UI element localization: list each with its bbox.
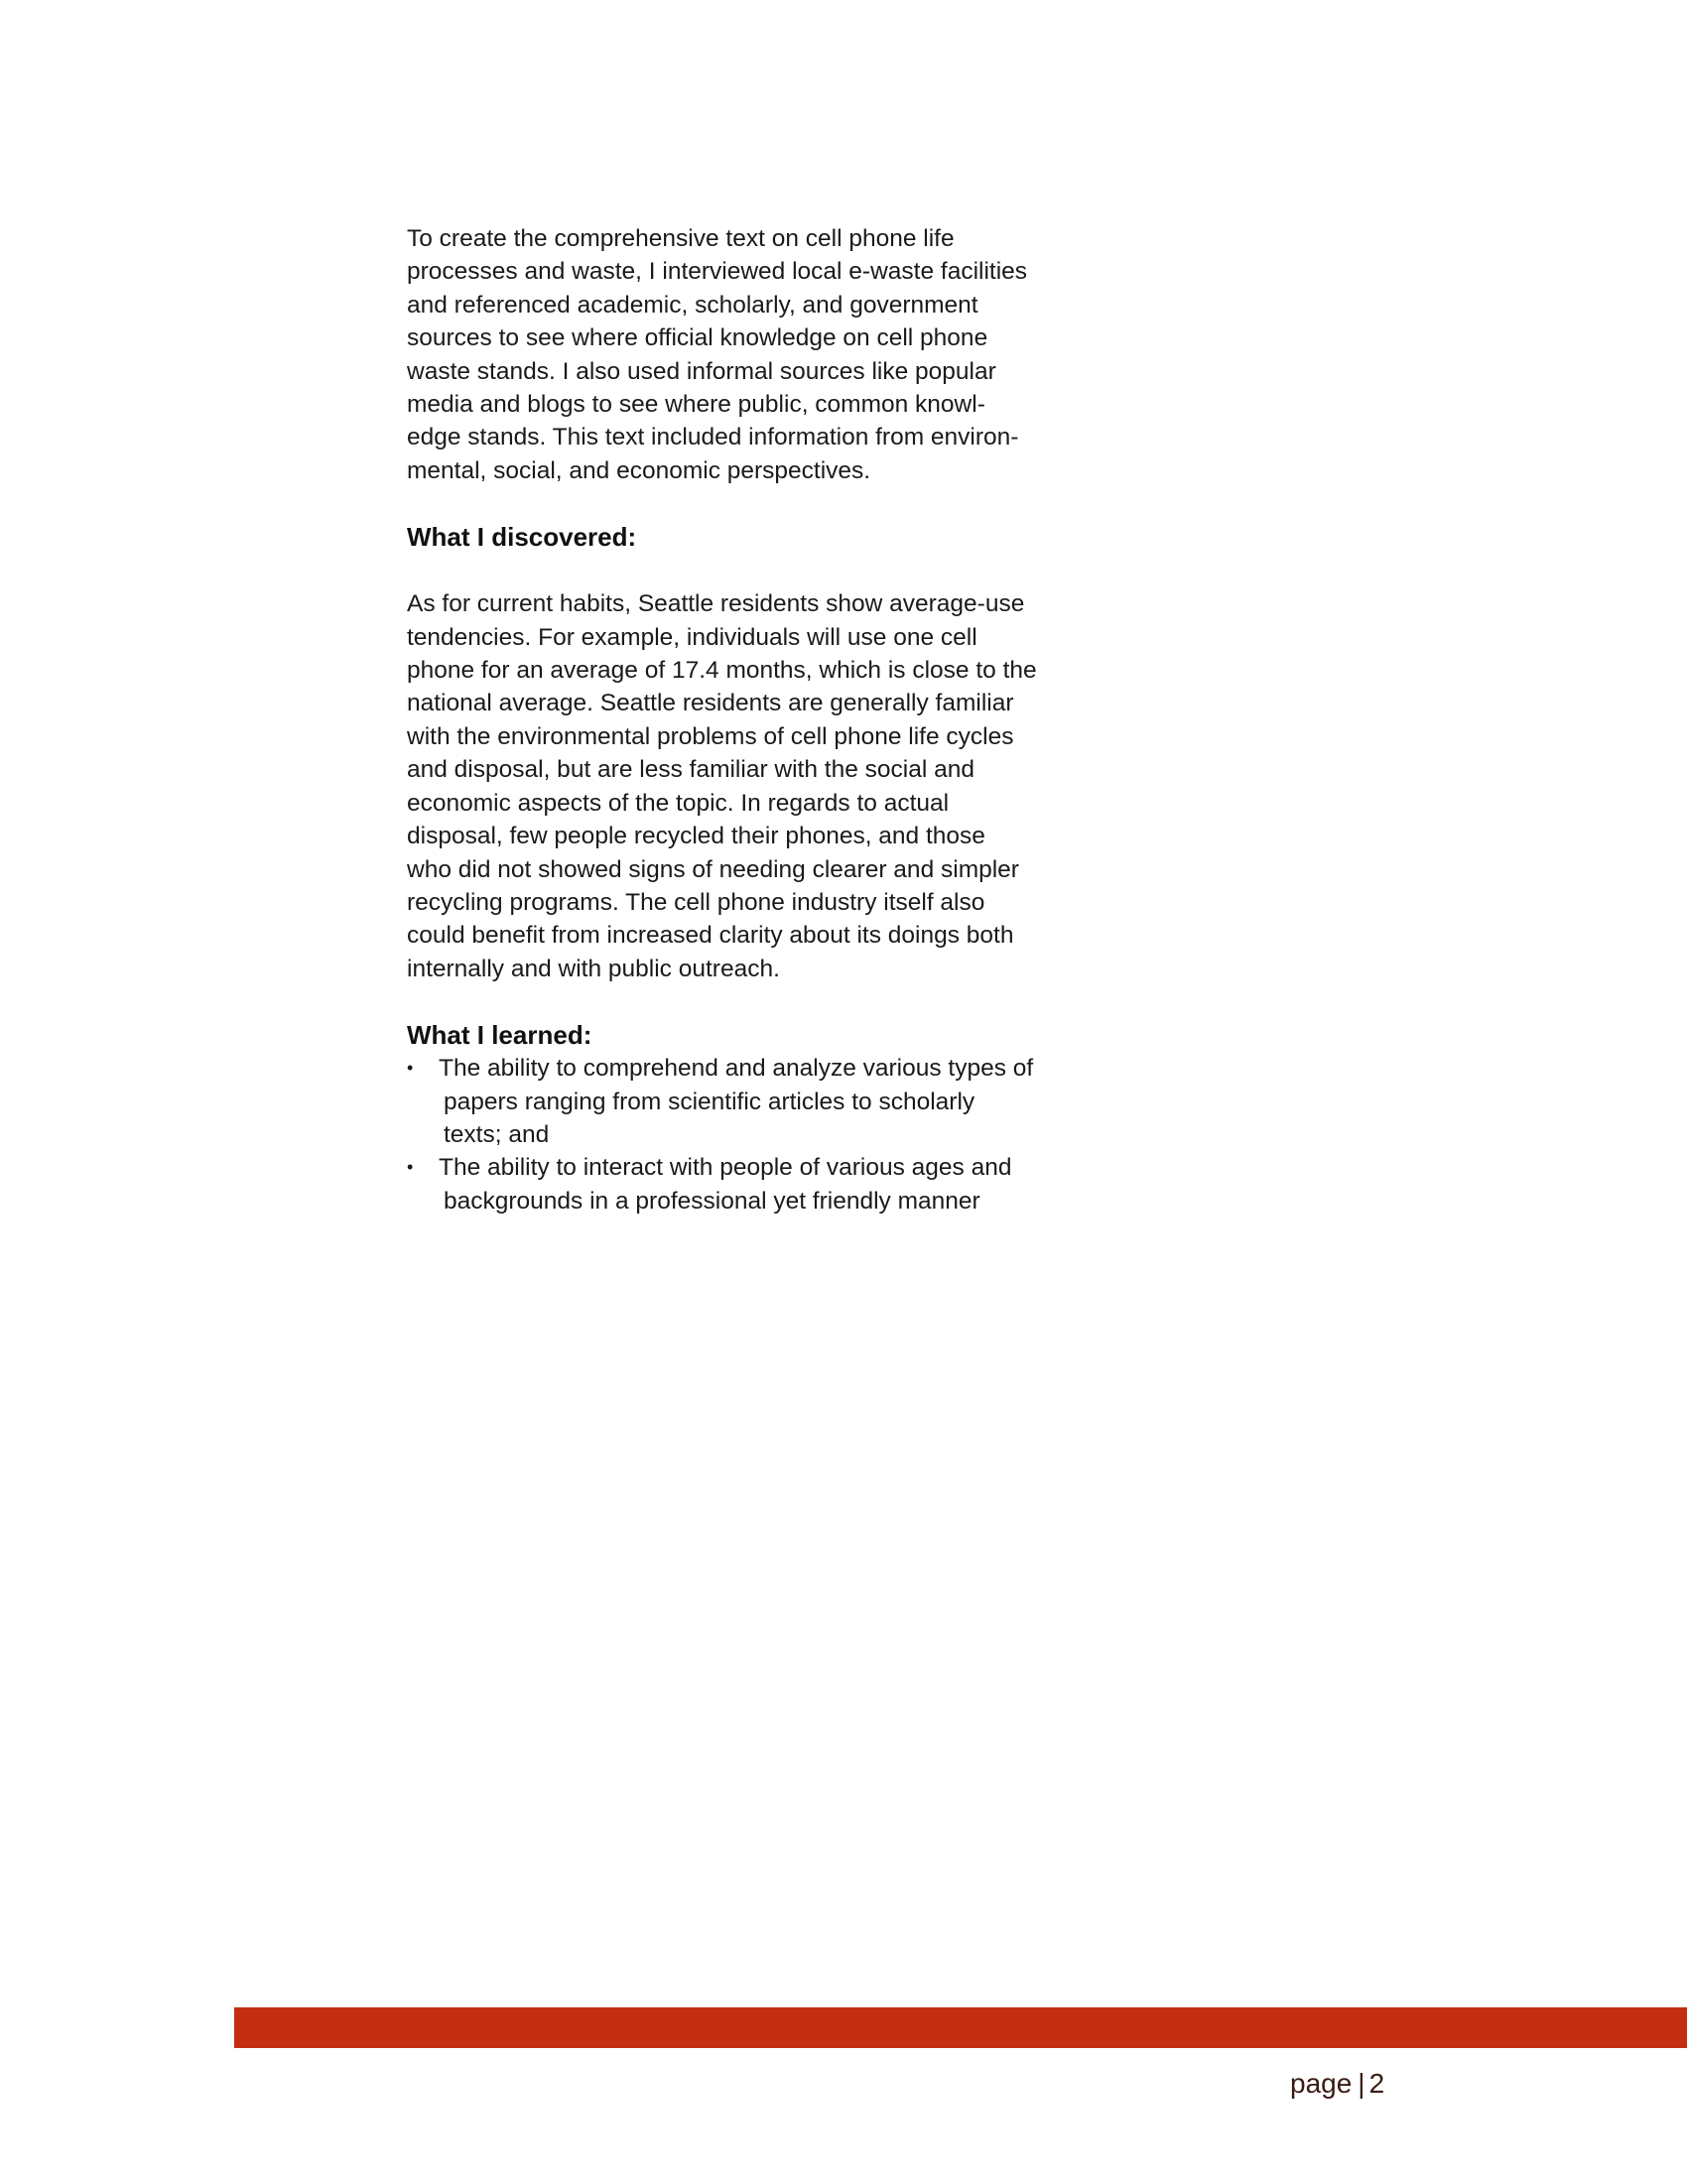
page-number xyxy=(1290,2067,1384,2101)
list-item xyxy=(407,1151,1092,1218)
intro-paragraph: To create the comprehensive text on cell phone life processes and waste, I interviewed local e-waste facilities and referenced academic, scholarly, and government sources to see where official knowledge on cell phone waste stands. I also used informal sources like popular media and blogs to see where public, common knowl- edge stands. This text included information from environ- mental, social, and economic perspectives. xyxy=(407,225,1028,484)
page-number-value: 2 xyxy=(1368,2068,1385,2099)
list-item-text xyxy=(439,1052,1092,1151)
page-separator: | xyxy=(1358,2068,1365,2099)
list-item-continuation: papers ranging from scientific articles to scholarly texts; and xyxy=(444,1088,975,1148)
footer-accent-bar xyxy=(234,2007,1687,2048)
discovered-paragraph: As for current habits, Seattle residents show average-use tendencies. For example, individuals will use one cell phone for an average of 17.4 months, which is close to the national average. Seattle residents are generally familiar with the environmental problems of cell phone life cycles and disposal, but are less familiar with the social and economic aspects of the topic. In regards to actual disposal, few people recycled their phones, and those who did not showed signs of needing clearer and simpler recycling programs. The cell phone industry itself also could benefit from increased clarity about its doings both internally and with public outreach. xyxy=(407,590,1037,982)
bullet-icon: • xyxy=(407,1157,414,1178)
list-item-first-line: The ability to comprehend and analyze various types of xyxy=(439,1055,1034,1083)
discovered-heading: What I discovered: xyxy=(407,522,637,553)
bullet-icon: • xyxy=(407,1058,414,1079)
page-label: page xyxy=(1290,2068,1353,2099)
document-body xyxy=(407,222,1092,1218)
learned-list xyxy=(407,1052,1092,1218)
list-item-first-line: The ability to interact with people of various ages and xyxy=(439,1154,1012,1182)
list-item-text xyxy=(439,1151,1092,1218)
list-item-continuation: backgrounds in a professional yet friendly manner xyxy=(444,1187,980,1215)
learned-heading: What I learned: xyxy=(407,1020,592,1051)
list-item xyxy=(407,1052,1092,1151)
